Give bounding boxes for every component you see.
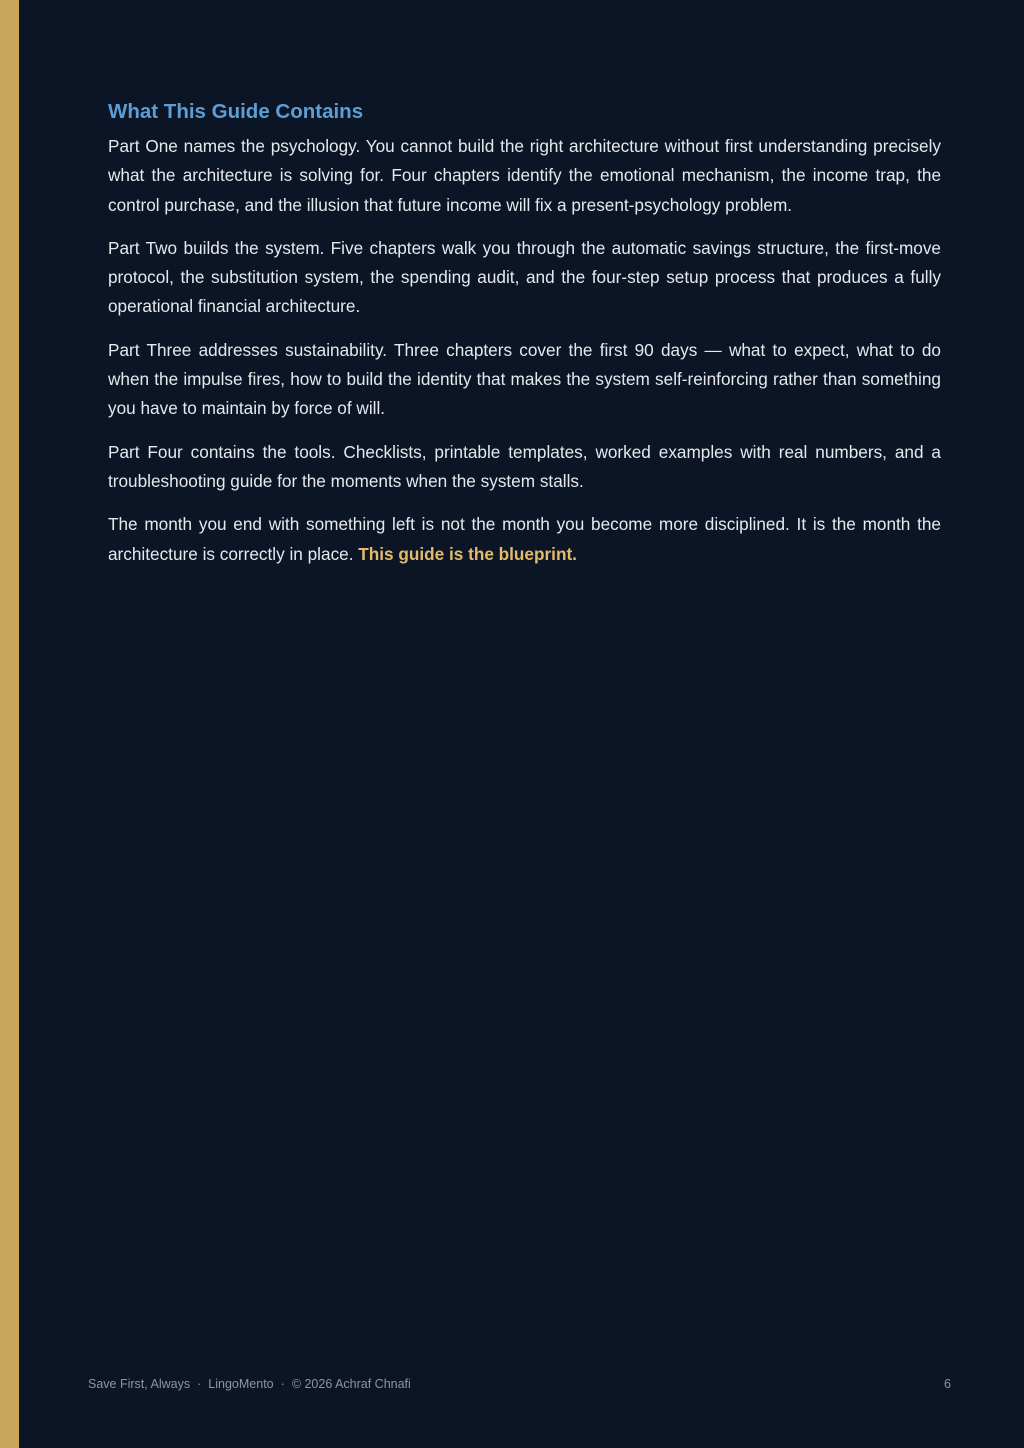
paragraph-part-three: Part Three addresses sustainability. Three chapters cover the first 90 days — what to expect, what to do when the impulse fires, how to build the identity that makes the system self-reinforcing rather than something you have to maintain by force of will. [108,339,941,419]
closing-text: The month you end with something left is not the month you become more disciplined. It is the month the architecture is correctly in place. [108,514,941,564]
footer-separator: · [197,1377,202,1391]
accent-sidebar-bar [0,0,19,1448]
paragraph-part-two: Part Two builds the system. Five chapters walk you through the automatic savings structure, the first-move protocol, the substitution system, the spending audit, and the four-step setup process that produces a fully operational financial architecture. [108,237,941,317]
paragraph-part-four: Part Four contains the tools. Checklists, printable templates, worked examples with real numbers, and a troubleshooting guide for the moments when the system stalls. [108,441,941,491]
paragraph-part-one: Part One names the psychology. You cannot build the right architecture without first understanding precisely what the architecture is solving for. Four chapters identify the emotional mechanism, the income trap, the control purchase, and the illusion that future income will fix a present-psychology problem. [108,136,941,215]
page-footer [88,1377,951,1391]
footer-title: Save First, Always [88,1377,191,1391]
footer-brand: LingoMento [208,1377,274,1391]
footer-credits [88,1377,411,1391]
section-heading: What This Guide Contains [108,100,364,123]
page-number: 6 [944,1377,951,1391]
footer-separator: · [280,1377,285,1391]
footer-copyright: © 2026 Achraf Chnafi [291,1377,411,1391]
page-content [108,98,941,583]
closing-highlight: This guide is the blueprint. [358,543,577,564]
paragraph-closing [108,510,941,569]
